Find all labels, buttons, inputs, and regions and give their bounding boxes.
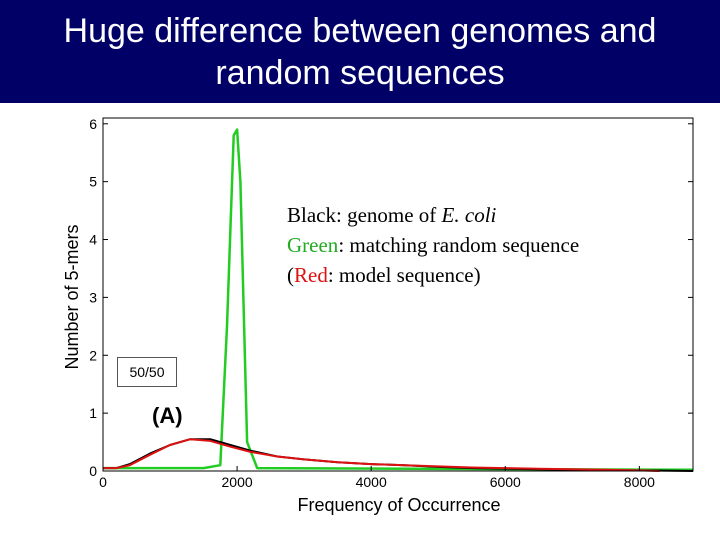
series-line-black: [103, 439, 693, 471]
kmer-frequency-chart: [0, 103, 720, 540]
y-tick-label: 0: [89, 463, 97, 479]
title-bar: [0, 0, 720, 103]
y-tick-label: 4: [89, 231, 97, 248]
legend-entry-black: [287, 200, 579, 230]
ratio-label-box: 50/50: [117, 357, 177, 387]
x-tick-label: 4000: [355, 474, 387, 490]
legend-red-word: Red: [294, 263, 328, 287]
legend-green-text: : matching random sequence: [338, 233, 580, 257]
legend-green-word: Green: [287, 233, 339, 257]
x-tick-label: 8000: [623, 474, 655, 490]
y-tick-label: 3: [89, 289, 97, 306]
legend-red-open: (: [287, 263, 294, 287]
chart-legend: [287, 200, 579, 290]
series-line-green: [103, 130, 693, 470]
legend-species: E. coli: [441, 203, 497, 227]
x-tick-label: 2000: [221, 474, 253, 490]
plot-frame: [103, 118, 693, 471]
panel-label: (A): [152, 403, 183, 428]
y-tick-label: 1: [89, 405, 97, 422]
x-axis-title: Frequency of Occurrence: [297, 495, 501, 515]
legend-red-text: : model sequence): [327, 263, 481, 287]
legend-black-word: Black: [287, 203, 336, 227]
y-axis-title: Number of 5-mers: [62, 224, 82, 370]
legend-entry-green: [287, 230, 579, 260]
legend-entry-red: [287, 260, 579, 290]
legend-black-text: : genome of: [335, 203, 442, 227]
x-tick-label: 0: [99, 474, 107, 490]
y-tick-label: 6: [89, 115, 97, 132]
x-tick-label: 6000: [489, 474, 521, 490]
slide-title-line-2: random sequences: [215, 54, 505, 92]
slide-title-line-1: Huge difference between genomes and: [63, 12, 657, 50]
y-tick-label: 5: [89, 173, 97, 190]
y-tick-label: 2: [89, 347, 97, 364]
series-line-red: [103, 439, 660, 471]
